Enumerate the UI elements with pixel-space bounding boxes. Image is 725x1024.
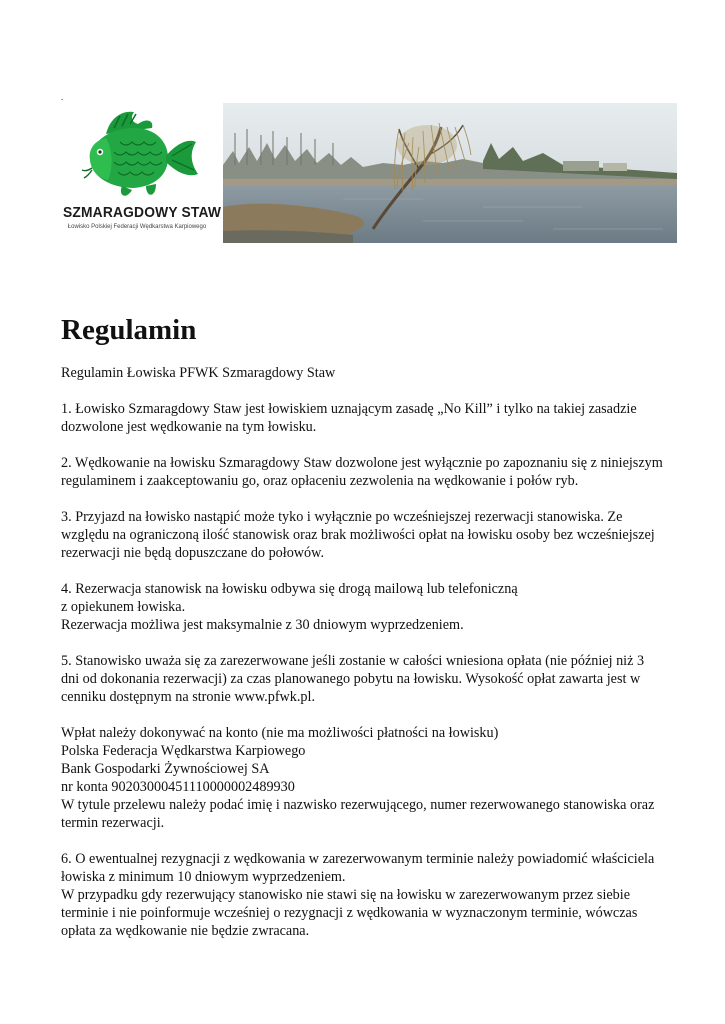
intro-paragraph: Regulamin Łowiska PFWK Szmaragdowy Staw — [61, 365, 336, 381]
text-line: 3. Przyjazd na łowisko nastąpić może tyko i wyłącznie po wcześniejszej rezerwacji stanowiska. Ze — [61, 509, 623, 525]
text-line: termin rezerwacji. — [61, 815, 165, 831]
text-line: Rezerwacja możliwa jest maksymalnie z 30 dniowym wyprzedzeniem. — [61, 617, 464, 633]
text-line: dni od dokonania rezerwacji) za czas planowanego pobytu na łowisku. Wysokość opłat zawarta jest w — [61, 671, 641, 687]
text-line: W tytule przelewu należy podać imię i nazwisko rezerwującego, numer rezerwowanego stanowiska oraz — [61, 797, 655, 813]
text-line: W przypadku gdy rezerwujący stanowisko nie stawi się na łowisku w zarezerwowanym przez siebie — [61, 887, 631, 903]
account-number: nr konta 90203000451110000002489930 — [61, 779, 295, 795]
carp-fish-icon — [60, 108, 210, 204]
text-line: terminie i nie poinformuje wcześniej o rezygnacji z wędkowania w wyznaczonym terminie, wówczas — [61, 905, 638, 921]
rule-6 — [61, 850, 686, 940]
text-line: cenniku dostępnym na stronie www.pfwk.pl. — [61, 689, 316, 705]
text-line: 4. Rezerwacja stanowisk na łowisku odbywa się drogą mailową lub telefoniczną — [61, 581, 518, 597]
logo-subtitle: Łowisko Polskiej Federacji Wędkarstwa Karpiowego — [67, 224, 207, 230]
logo-title: SZMARAGDOWY STAW — [63, 204, 222, 221]
regulation-content — [61, 364, 686, 958]
text-line: 6. O ewentualnej rezygnacji z wędkowania w zarezerwowanym terminie należy powiadomić właściciela — [61, 851, 655, 867]
payment-info — [61, 724, 686, 832]
text-line: 1. Łowisko Szmaragdowy Staw jest łowiskiem uznającym zasadę „No Kill” i tylko na takiej zasadzie — [61, 401, 637, 417]
rule-2 — [61, 454, 686, 490]
lake-photo — [223, 103, 677, 243]
text-line: Polska Federacja Wędkarstwa Karpiowego — [61, 743, 306, 759]
text-line: dozwolone jest wędkowanie na tym łowisku. — [61, 419, 317, 435]
page-title: Regulamin — [61, 314, 197, 346]
page-marker: . — [61, 92, 64, 102]
rule-1 — [61, 400, 686, 436]
text-line: Wpłat należy dokonywać na konto (nie ma możliwości płatności na łowisku) — [61, 725, 499, 741]
rule-3 — [61, 508, 686, 562]
text-line: względu na ograniczoną ilość stanowisk oraz brak możliwości opłat na łowisku osoby bez wcześniejszej — [61, 527, 655, 543]
text-line: regulaminem i zaakceptowaniu go, oraz opłaceniu zezwolenia na wędkowanie i połów ryb. — [61, 473, 579, 489]
text-line: 2. Wędkowanie na łowisku Szmaragdowy Staw dozwolone jest wyłącznie po zapoznaniu się z niniejszym — [61, 455, 663, 471]
text-line: z opiekunem łowiska. — [61, 599, 186, 615]
text-line: rezerwacji nie będą dopuszczane do połowów. — [61, 545, 325, 561]
rule-4 — [61, 580, 686, 634]
text-line: 5. Stanowisko uważa się za zarezerwowane jeśli zostanie w całości wniesiona opłata (nie później niż 3 — [61, 653, 645, 669]
text-line: opłata za wędkowanie nie będzie zwracana. — [61, 923, 310, 939]
logo — [60, 108, 222, 240]
text-line: Bank Gospodarki Żywnościowej SA — [61, 761, 270, 777]
text-line: łowiska z minimum 10 dniowym wyprzedzeniem. — [61, 869, 346, 885]
rule-5 — [61, 652, 686, 706]
